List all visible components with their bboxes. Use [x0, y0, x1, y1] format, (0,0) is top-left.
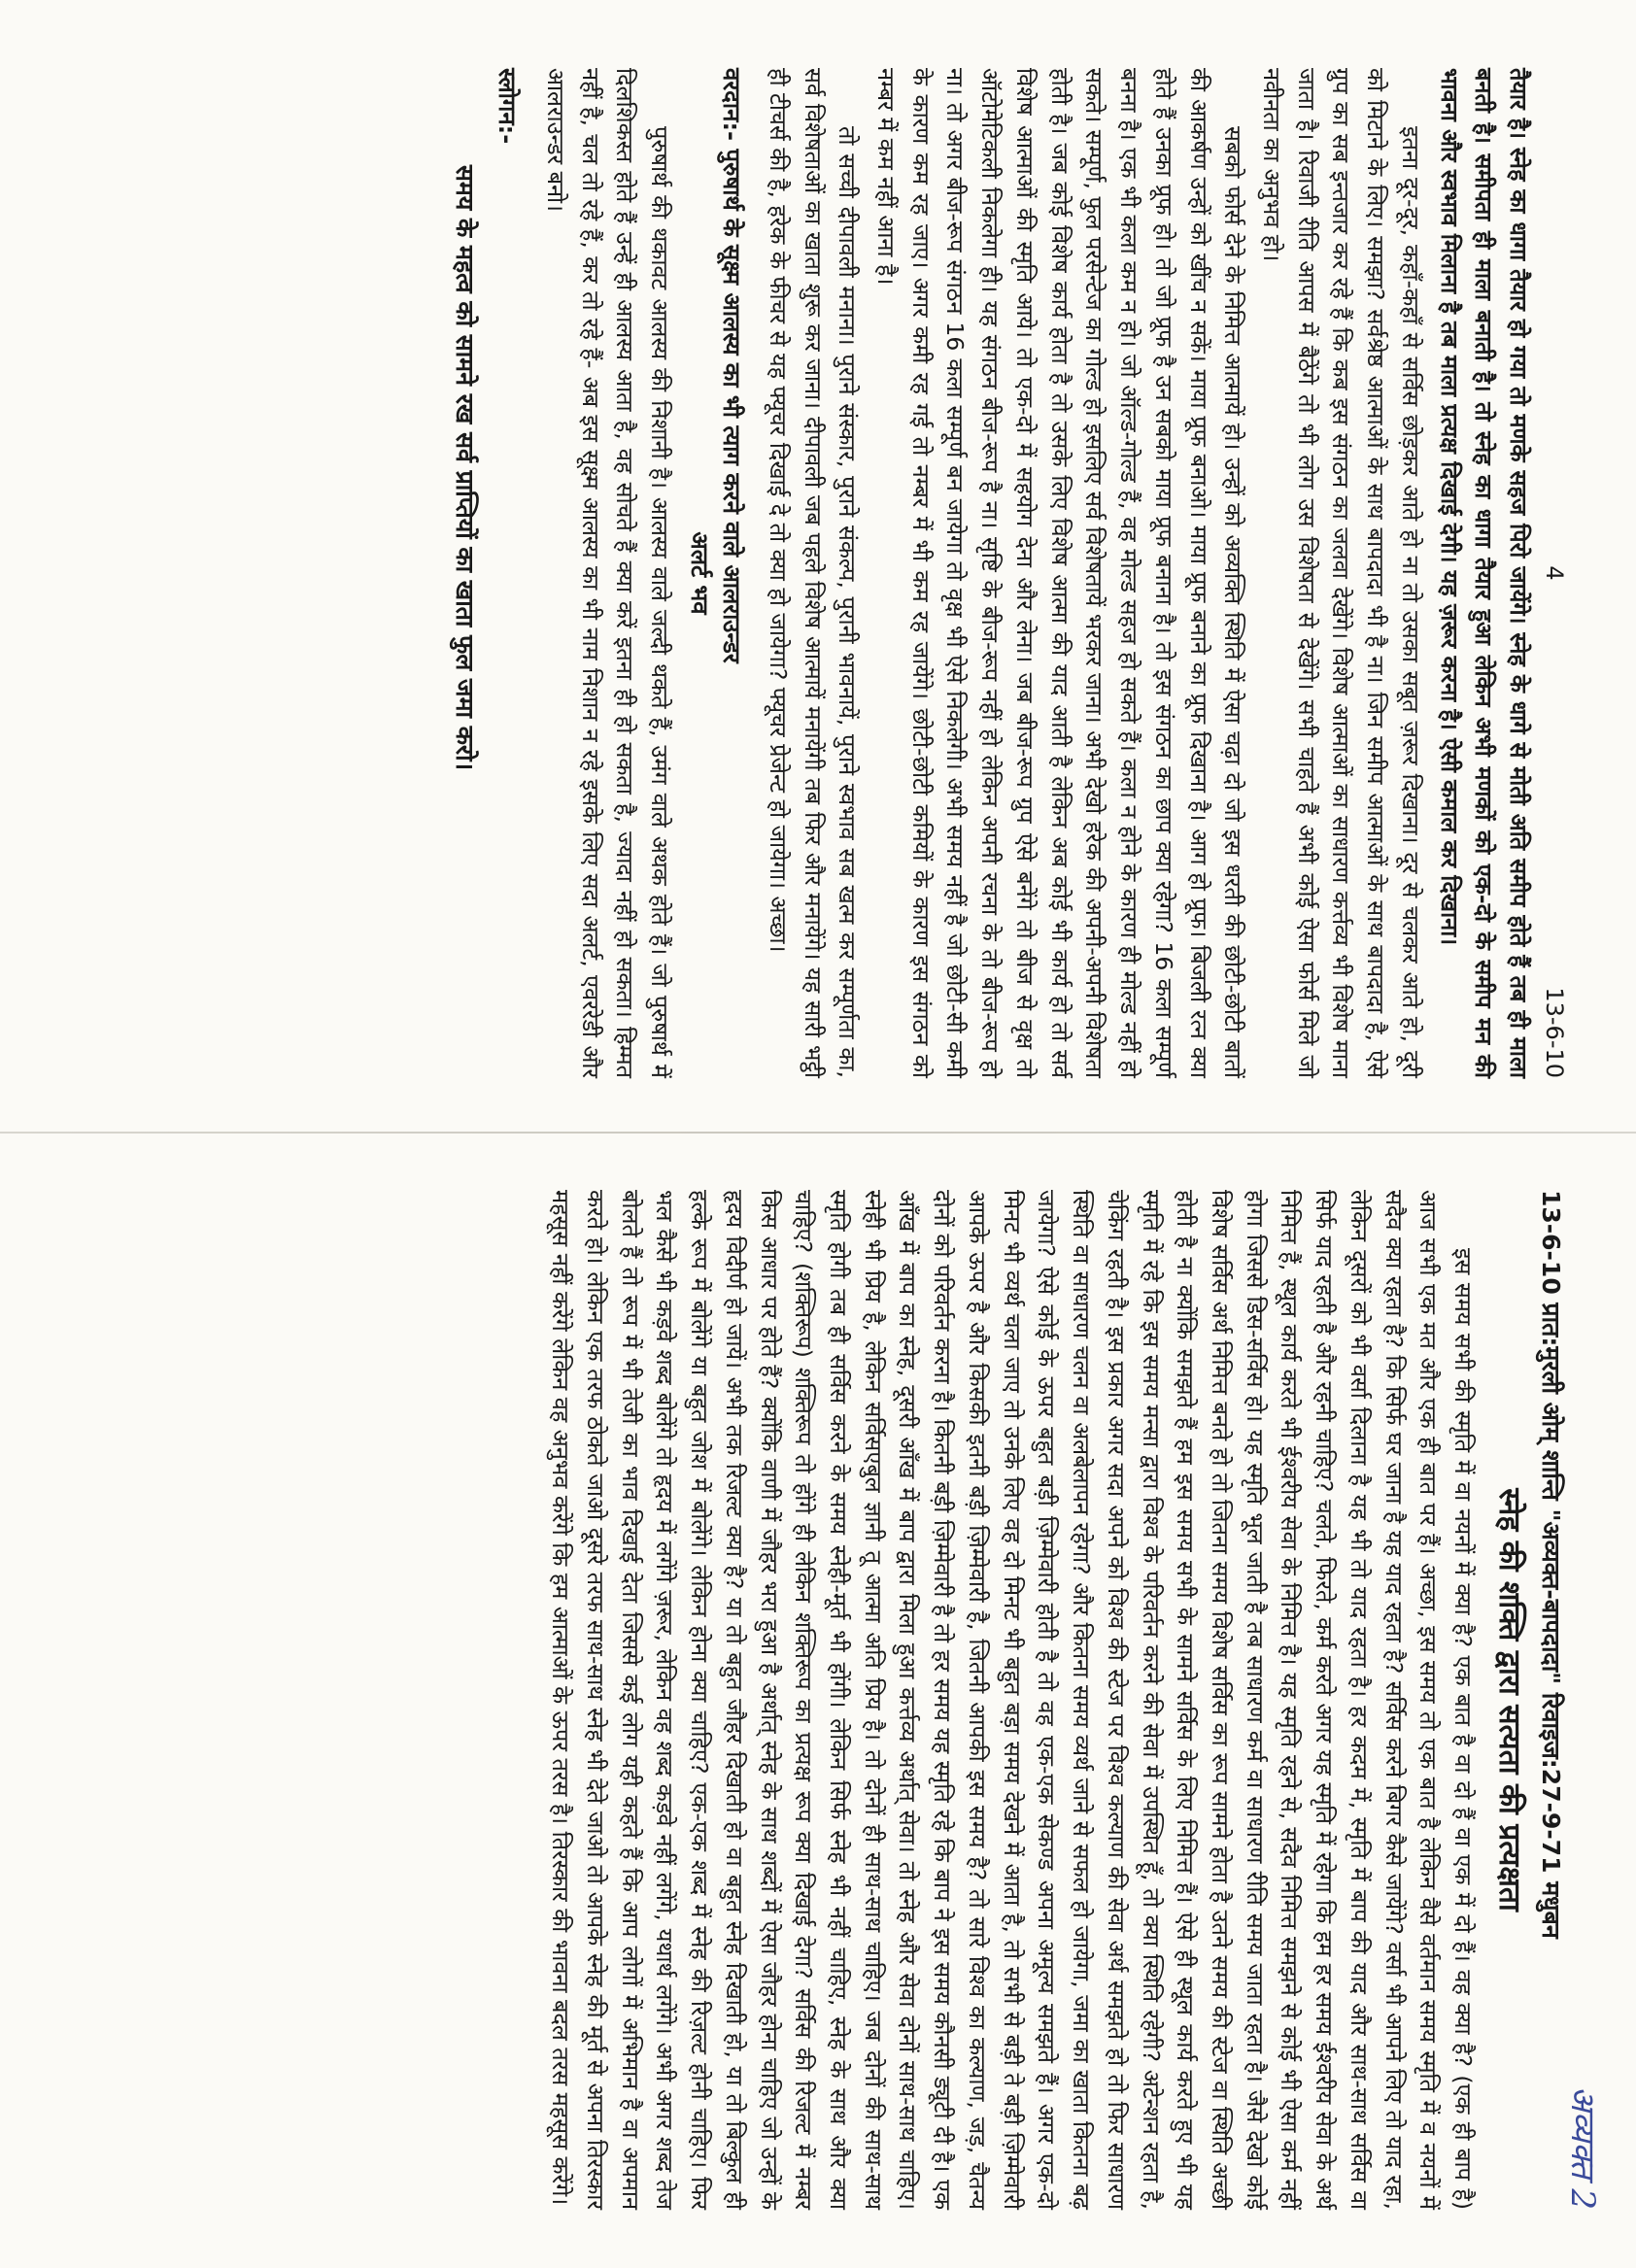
page-fold-divider	[0, 1132, 1636, 1134]
paragraph: इस समय सभी की स्मृति में वा नयनों में क्या है? एक बात है वा दो हैं वा एक में दो हैं। वह क्या है? (एक ही बाप है) आज सभी एक मत और एक ही बात पर हैं। अच्छा, इस समय तो एक बात है लेकिन वैसे वर्तमान समय स्मृति में व नयनों में सदैव क्या रहता है? कि सिर्फ घर जाना है यह याद रहता है? सर्विस करने बिगर कैसे जायेंगे? वर्सा भी आपने लिए तो याद रहा, लेकिन दूसरों को भी वर्सा दिलाना है यह भी तो याद रहता है। हर कदम में, स्मृति में बाप की याद और साथ-साथ सर्विस वा सिर्फ याद रहती है और रहनी चाहिए? चलते, फिरते, कर्म करते अगर यह स्मृति में रहेगा कि हम हर समय ईश्वरीय सेवा के अर्थ निमित्त हैं, स्थूल कार्य करते भी ईश्वरीय सेवा के निमित्त है। यह स्मृति रहने से, सदैव निमित्त समझने से कोई भी ऐसा कर्म नहीं होगा जिससे डिस-सर्विस हो। यह स्मृति भूल जाती है तब साधारण कर्म वा साधारण रीति समय जाता रहता है। जैसे देखो कोई विशेष सर्विस अर्थ निमित्त बनते हो तो जितना समय विशेष सर्विस का रूप सामने होता है उतने समय की स्टेज वा स्थिति अच्छी होती है ना क्योंकि समझते हैं हम इस समय सभी के सामने सर्विस के लिए निमित्त हैं। ऐसे ही स्थूल कार्य करते हुए भी यह स्मृति में रहे कि इस समय मन्सा द्वारा विश्व के परिवर्तन करने की सेवा में उपस्थित हूँ, तो क्या स्थिति रहेगी? अटेन्शन रहता है, चेकिंग रहती है। इस प्रकार अगर सदा अपने को विश्व की स्टेज पर विश्व कल्याण की सेवा अर्थ समझते हो तो फिर साधारण स्थिति वा साधारण चलन वा अलबेलापन रहेगा? और कितना समय व्यर्थ जाने से सफल हो जायेगा, जमा का खाता कितना बढ़ जायेगा? ऐसे कोई के ऊपर बहुत बड़ी ज़िम्मेवारी होती है तो वह एक-एक सेकण्ड अपना अमूल्य समझते हैं। अगर एक-दो मिनट भी व्यर्थ चला जाए तो उनके लिए वह दो मिनट भी बहुत बड़ा समय देखने में आता है, तो सभी से बड़ी ते बड़ी ज़िम्मेवारी आपके ऊपर है और किसकी इतनी बड़ी ज़िम्मेवारी है, जितनी आपकी इस समय है? तो सारे विश्व का कल्याण, जड़, चैतन्य दोनों को परिवर्तन करना है। कितनी बड़ी ज़िम्मेवारी है तो हर समय यह स्मृति रहे कि बाप ने इस समय कौनसी ड्यूटी दी है। एक आँख में बाप का स्नेह, दूसरी आँख में बाप द्वारा मिला हुआ कर्त्तव्य अर्थात् सेवा। तो स्नेह और सेवा दोनों साथ-साथ चाहिए। स्नेही भी प्रिय है, लेकिन सर्विसएबुल ज्ञानी तू आत्मा अति प्रिय है। तो दोनों ही साथ-साथ चाहिए। जब दोनों की साथ-साथ स्मृति होगी तब ही सर्विस करने के समय स्नेही-मूर्त भी होंगी। लेकिन सिर्फ स्नेह भी नहीं चाहिए, स्नेह के साथ और क्या चाहिए? (शक्तिरूप) शक्तिरूप तो होंगे ही लेकिन शक्तिरूप का प्रत्यक्ष रूप क्या दिखाई देगा? सर्विस की रिजल्ट में नम्बर किस आधार पर होते हैं? क्योंकि वाणी में जौहर भरा हुआ है अर्थात् स्नेह के साथ शब्दों में ऐसा जौहर होना चाहिए जो उन्हों के हृदय विदीर्ण हो जायें। अभी तक रिजल्ट क्या है? या तो बहुत जौहर दिखाती हो वा बहुत स्नेह दिखाती हो, या तो बिल्कुल ही हल्के रूप में बोलेंगे या बहुत जोश में बोलेंगे। लेकिन होना क्या चाहिए? एक-एक शब्द में स्नेह की रिज़ल्ट होनी चाहिए। फिर भल कैसे भी कड़वे शब्द बोलेंगे तो हृदय में लगेंगे ज़रूर, लेकिन वह शब्द कड़वे नहीं लगेंगे, यथार्थ लगेंगे। अभी अगर शब्द तेज बोलते हैं तो रूप में भी तेजी का भाव दिखाई देता जिससे कई लोग यही कहते हैं कि आप लोगों में अभिमान है वा अपमान करते हो। लेकिन एक तरफ ठोकते जाओ दूसरे तरफ साथ-साथ स्नेह भी देते जाओ तो आपके स्नेह की मूर्त से अपना तिरस्कार महसूस नहीं करेंगे लेकिन वह अनुभव करेंगे कि हम आत्माओं के ऊपर तरस है। तिरस्कार की भावना बदल तरस महसूस करेंगे।	[547, 1190, 1477, 2210]
murli-header: 13-6-10 प्रात:मुरली ओम् शान्ति "अव्यक्त-बापदादा" रिवाइज:27-9-71 मधुबन	[1537, 1190, 1565, 1939]
varadan-subheading: अलर्ट भव	[686, 531, 714, 615]
slogan-label: स्लोगन:-	[494, 68, 522, 145]
right-page	[0, 1141, 1636, 2268]
paragraph: तो सच्ची दीपावली मनाना। पुराने संस्कार, पुराने संकल्प, पुरानी भावनायें, पुराने स्वभाव सब खत्म कर सम्पूर्णता का, सर्व विशेषताओं का खाता शुरू कर जाना। दीपावली जब पहले विशेष आत्मायें मनायेंगी तब फिर और मनायेंगे। यह सारी भट्ठी ही टीचर्स की है, हरेक के फीचर से यह फ्यूचर दिखाई दे तो क्या हो जायेगा? फ्यूचर प्रेजेन्ट हो जायेगा। अच्छा।	[764, 68, 862, 1078]
left-page-date: 13-6-10	[1541, 987, 1568, 1079]
slogan-text: समय के महत्व को सामने रख सर्व प्राप्तियों का खाता फुल जमा करो।	[451, 165, 480, 771]
paragraph: तैयार है। स्नेह का धागा तैयार हो गया तो मणके सहज पिरो जायेंगे। स्नेह के धागे से मोती अति समीप होते हैं तब ही माला बनती है। समीपता ही माला बनाती है। तो स्नेह का धागा तैयार हुआ लेकिन अभी मणकों को एक-दो के समीप मन की भावना और स्वभाव मिलाना है तब माला प्रत्यक्ष दिखाई देगी। यह ज़रूर करना है। ऐसी कमाल कर दिखाना।	[1435, 68, 1532, 1078]
page-number: 4	[1541, 565, 1568, 581]
left-page-header	[1541, 68, 1568, 1078]
right-paragraphs	[543, 1190, 1480, 2210]
handwritten-note: अव्यक्त 2	[1563, 2085, 1602, 2210]
murli-title: स्नेह की शक्ति द्वारा सत्यता की प्रत्यक्षता	[1492, 1488, 1526, 1912]
varadan-heading: वरदान:- पुरुषार्थ के सूक्ष्म आलस्य का भी त्याग करने वाले आलराउन्डर	[718, 68, 746, 663]
paragraph: सबको फोर्स देने के निमित्त आत्मायें हो। उन्हों को अव्यक्ति स्थिति में ऐसा चढ़ा दो जो इस धरती की छोटी-छोटी बातों की आकर्षण उन्हों को खींच न सकें। माया प्रूफ बनाओ। माया प्रूफ बनाने का प्रूफ दिखाना है। आग हो प्रूफ। बिजली रत्न क्या होते हैं उनका प्रूफ हो। तो जो प्रूफ है उन सबको माया प्रूफ बनाना है। तो इस संगठन का छाप क्या रहेगा? 16 कला सम्पूर्ण बनना है। एक भी कला कम न हो। जो ऑल्ड-गोल्ड हैं, वह मोल्ड सहज हो सकते हैं। कला न होने के कारण ही मोल्ड नहीं हो सकते। सम्पूर्ण, फुल परसेन्टेज का गोल्ड हो इसलिए सर्व विशेषतायें भरकर जाना। अभी देखो हरेक की अपनी-अपनी विशेषता होती है। जब कोई विशेष कार्य होता है तो उसके लिए विशेष आत्मा की याद आती है लेकिन अब कोई भी कार्य हो तो सर्व विशेष आत्माओं की स्मृति आये। तो एक-दो में सहयोग देना और लेना। जब बीज-रूप ग्रुप ऐसे बनेंगे तो बीज से वृक्ष तो ऑटोमेटिकली निकलेगा ही। यह संगठन बीज-रूप है ना। सृष्टि के बीज-रूप नहीं हो लेकिन अपनी रचना के तो बीज-रूप हो ना। तो अगर बीज-रूप संगठन 16 कला सम्पूर्ण बन जायेगा तो वृक्ष भी ऐसे निकलेगी। अभी समय नहीं है जो छोटी-सी कमी के कारण कम रह जाए। अगर कमी रह गई तो नम्बर में भी कम रह जायेंगे। छोटी-छोटी कमियों के कारण इस संगठन को नम्बर में कम नहीं आना है।	[872, 68, 1247, 1079]
varadan-text: पुरुषार्थ की थकावट आलस्य की निशानी है। आलस्य वाले जल्दी थकते हैं, उमंग वाले अथक होते हैं। जो पुरुषार्थ में दिलशिकस्त होते हैं उन्हें ही आलस्य आता है, वह सोचते हैं क्या करें इतना ही हो सकता है, ज्यादा नहीं हो सकता। हिम्मत नहीं है, चल तो रहे हैं, कर तो रहे हैं- अब इस सूक्ष्म आलस्य का भी नाम निशान न रहे इसके लिए सदा अलर्ट, एवररेडी और आलराउन्डर बनो।	[542, 68, 674, 1078]
left-paragraphs	[760, 68, 1535, 1078]
paragraph: इतना दूर-दूर, कहाँ-कहाँ से सर्विस छोड़कर आते हो ना तो उसका सबूत ज़रूर दिखाना। दूर से चलकर आते हो, दूरी को मिटाने के लिए। समझा? सर्वश्रेष्ठ आत्माओं के साथ बापदादा भी है ना। जिन समीप आत्माओं के साथ बापदादा है, ऐसे ग्रुप का सब इन्तजार कर रहे हैं कि कब इस संगठन का जलवा देखेंगे। विशेष आत्माओं का साधारण कर्त्तव्य भी विशेष माना जाता है। रिवाजी रीति आपस में बैठेंगे तो भी लोग उस विशेषता से देखेंगे। सभी चाहते हैं अभी कोई ऐसा फोर्स मिले जो नवीनता का अनुभव हो।	[1257, 68, 1424, 1078]
left-page	[0, 0, 1636, 1127]
